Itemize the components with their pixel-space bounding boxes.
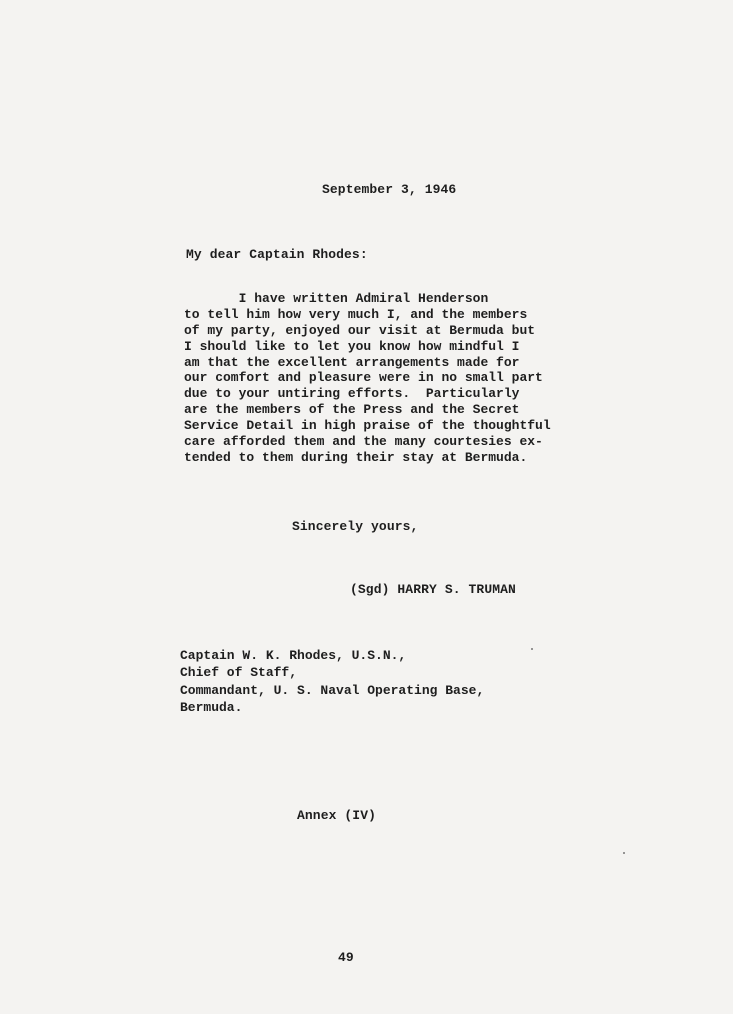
body-line: I should like to let you know how mindful I — [184, 338, 520, 354]
address-line: Chief of Staff, — [180, 665, 298, 681]
letter-date: September 3, 1946 — [322, 182, 457, 197]
body-line: due to your untiring efforts. Particularly — [184, 386, 520, 402]
paper-speck — [531, 648, 533, 650]
letter-closing: Sincerely yours, — [292, 519, 419, 534]
address-line: Commandant, U. S. Naval Operating Base, — [180, 682, 485, 698]
body-line: care afforded them and the many courtesies ex- — [184, 434, 543, 450]
body-line: am that the excellent arrangements made for — [184, 354, 520, 370]
body-line: of my party, enjoyed our visit at Bermuda but — [184, 322, 536, 338]
letter-body — [184, 291, 584, 466]
letter-salutation: My dear Captain Rhodes: — [186, 247, 368, 262]
body-line: I have written Admiral Henderson — [184, 291, 489, 306]
body-line: to tell him how very much I, and the members — [184, 306, 528, 322]
body-line: tended to them during their stay at Bermuda. — [184, 449, 528, 465]
address-line: Bermuda. — [180, 700, 243, 716]
recipient-address — [180, 647, 484, 717]
annex-label: Annex (IV) — [297, 808, 377, 823]
body-line: our comfort and pleasure were in no small part — [184, 370, 543, 386]
paper-speck — [623, 852, 625, 854]
letter-signature: (Sgd) HARRY S. TRUMAN — [350, 582, 516, 597]
address-line: Captain W. K. Rhodes, U.S.N., — [180, 648, 407, 663]
page-number: 49 — [338, 950, 354, 965]
body-line: Service Detail in high praise of the thoughtful — [184, 418, 551, 434]
body-line: are the members of the Press and the Secret — [184, 402, 520, 418]
